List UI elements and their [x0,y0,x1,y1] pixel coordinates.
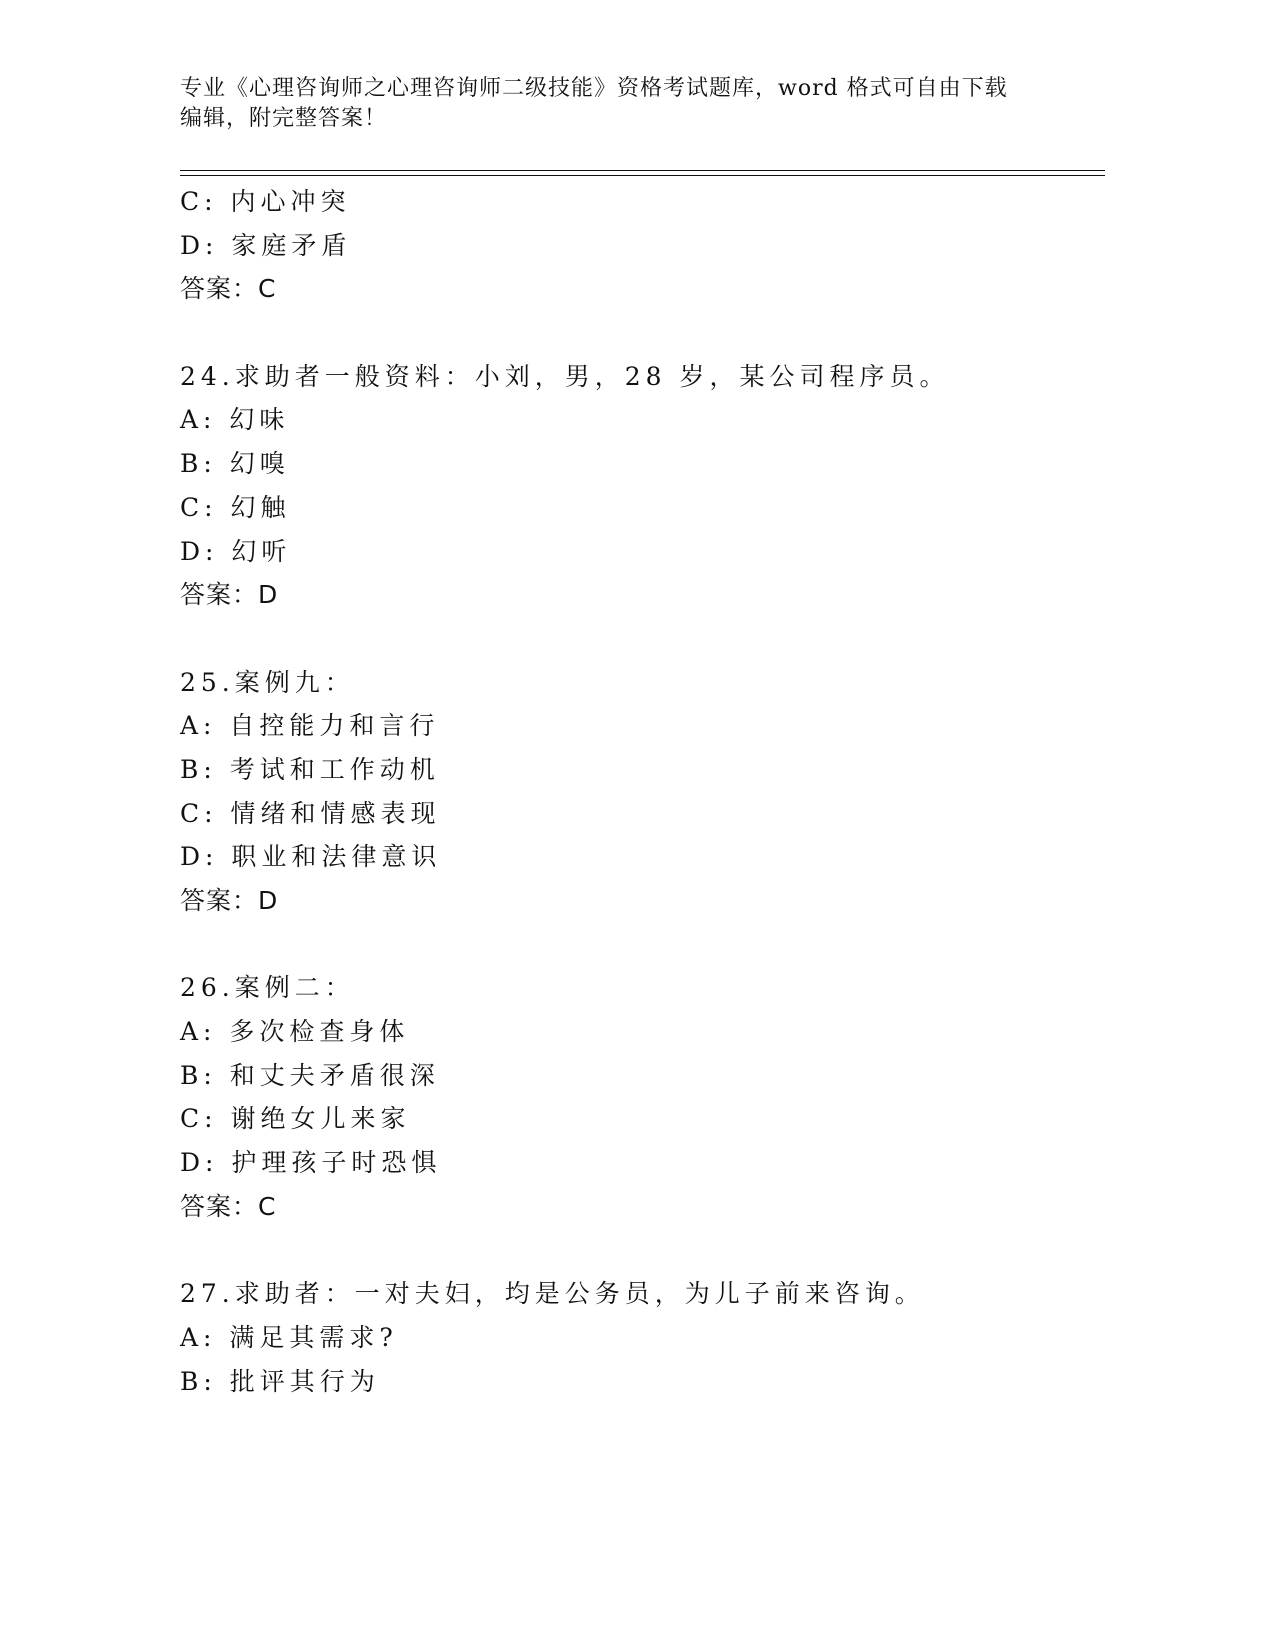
option-b: B: 幻嗅 [180,449,290,479]
spacer [180,1229,1100,1273]
header-divider-top [180,170,1105,171]
question-stem: 25.案例九： [180,667,355,697]
question-23-partial [180,180,1100,311]
answer-line: 答案：C [180,274,277,304]
option-c: C: 谢绝女儿来家 [180,1104,411,1134]
question-stem: 26.案例二： [180,973,355,1003]
header-line-2: 编辑，附完整答案！ [180,106,388,131]
question-list [180,180,1100,1403]
header-line-1: 专业《心理咨询师之心理咨询师二级技能》资格考试题库，word 格式可自由下载 [180,76,1008,101]
answer-line: 答案：C [180,1191,277,1221]
option-d: D: 幻听 [180,536,292,566]
option-d: D: 护理孩子时恐惧 [180,1148,442,1178]
question-24 [180,355,1100,617]
option-b: B: 和丈夫矛盾很深 [180,1060,440,1090]
option-a: A: 满足其需求? [180,1322,398,1352]
option-c: C: 幻触 [180,492,291,522]
question-25 [180,661,1100,923]
question-stem: 24.求助者一般资料：小刘，男，28 岁，某公司程序员。 [180,361,950,391]
option-d: D: 职业和法律意识 [180,842,442,872]
option-d: D: 家庭矛盾 [180,230,352,260]
spacer [180,923,1100,967]
option-c: C: 内心冲突 [180,187,351,216]
question-stem: 27.求助者：一对夫妇，均是公务员，为儿子前来咨询。 [180,1279,925,1309]
question-27 [180,1272,1100,1403]
answer-line: 答案：D [180,886,279,915]
option-b: B: 批评其行为 [180,1366,380,1396]
answer-line: 答案：D [180,580,279,610]
option-b: B: 考试和工作动机 [180,754,440,784]
option-a: A: 自控能力和言行 [180,711,440,741]
spacer [180,311,1100,355]
header-divider-bottom [180,175,1105,176]
spacer [180,617,1100,661]
question-26 [180,966,1100,1228]
document-header [180,74,1060,134]
option-a: A: 幻味 [180,405,290,435]
option-a: A: 多次检查身体 [180,1017,410,1047]
option-c: C: 情绪和情感表现 [180,798,441,828]
